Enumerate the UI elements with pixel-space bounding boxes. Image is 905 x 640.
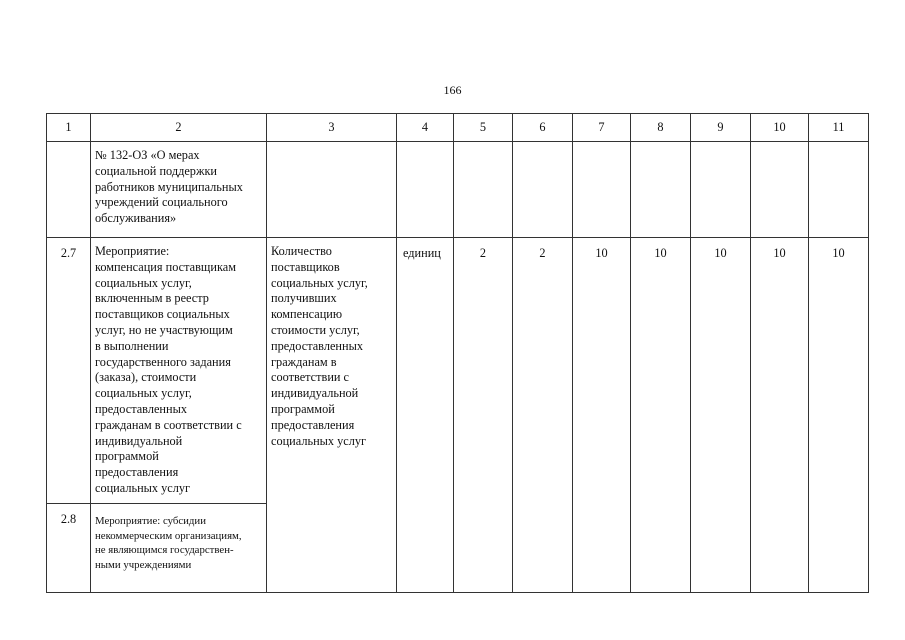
description-line: (заказа), стоимости bbox=[95, 370, 197, 385]
value-cell-7: 10 bbox=[573, 238, 631, 593]
continuation-description-line: учреждений социального bbox=[95, 195, 228, 210]
indicator-line: поставщиков bbox=[271, 259, 340, 274]
description-line: компенсация поставщикам bbox=[95, 259, 236, 274]
continuation-unit-cell bbox=[397, 142, 454, 238]
continuation-num-cell bbox=[47, 142, 91, 238]
column-header-2: 2 bbox=[91, 114, 267, 142]
description-line: программой bbox=[95, 449, 159, 464]
indicator-cell bbox=[267, 238, 397, 593]
description-line: Мероприятие: субсидии bbox=[95, 515, 206, 527]
indicator-line: компенсацию bbox=[271, 307, 343, 322]
description-line: индивидуальной bbox=[95, 433, 183, 448]
column-header-3: 3 bbox=[267, 114, 397, 142]
description-line: Мероприятие: bbox=[95, 244, 170, 258]
description-line: не являющимся государствен- bbox=[95, 544, 234, 556]
indicator-line: социальных услуг, bbox=[271, 275, 368, 290]
value-cell-11: 10 bbox=[809, 238, 869, 593]
description-line: услуг, но не участвующим bbox=[95, 322, 233, 337]
continuation-value-cell bbox=[751, 142, 809, 238]
description-line: социальных услуг, bbox=[95, 275, 192, 290]
continuation-value-cell bbox=[573, 142, 631, 238]
description-line: социальных услуг, bbox=[95, 386, 192, 401]
measure-description-cell bbox=[91, 238, 267, 504]
continuation-description-line: № 132-ОЗ «О мерах bbox=[95, 148, 200, 162]
column-header-9: 9 bbox=[691, 114, 751, 142]
unit-cell: единиц bbox=[397, 238, 454, 593]
description-line: государственного задания bbox=[95, 354, 231, 369]
continuation-description-line: социальной поддержки bbox=[95, 163, 218, 178]
continuation-description-line: обслуживания» bbox=[95, 211, 177, 226]
description-line: некоммерческим организациям, bbox=[95, 529, 242, 542]
continuation-description-cell bbox=[91, 142, 267, 238]
column-header-11: 11 bbox=[809, 114, 869, 142]
value-cell-10: 10 bbox=[751, 238, 809, 593]
row-number-cell: 2.8 bbox=[47, 504, 91, 593]
value-cell-5: 2 bbox=[454, 238, 513, 593]
description-line: включенным в реестр bbox=[95, 291, 209, 306]
indicator-line: стоимости услуг, bbox=[271, 322, 360, 337]
column-header-5: 5 bbox=[454, 114, 513, 142]
continuation-value-cell bbox=[454, 142, 513, 238]
indicator-line: получивших bbox=[271, 291, 337, 306]
measure-description-cell bbox=[91, 504, 267, 593]
indicator-line: индивидуальной bbox=[271, 386, 359, 401]
indicator-line: социальных услуг bbox=[271, 433, 367, 448]
column-header-1: 1 bbox=[47, 114, 91, 142]
description-line: ными учреждениями bbox=[95, 558, 192, 571]
continuation-value-cell bbox=[809, 142, 869, 238]
continuation-description-line: работников муниципальных bbox=[95, 179, 243, 194]
value-cell-8: 10 bbox=[631, 238, 691, 593]
indicator-line: программой bbox=[271, 401, 335, 416]
indicator-line: Количество bbox=[271, 244, 332, 258]
page-number: 166 bbox=[443, 83, 462, 97]
description-line: в выполнении bbox=[95, 338, 169, 353]
indicator-line: соответствии с bbox=[271, 370, 350, 385]
column-header-7: 7 bbox=[573, 114, 631, 142]
description-line: гражданам в соответствии с bbox=[95, 417, 242, 432]
value-cell-6: 2 bbox=[513, 238, 573, 593]
table-row-2-7 bbox=[47, 238, 869, 504]
row-number-cell: 2.7 bbox=[47, 238, 91, 504]
indicator-line: предоставления bbox=[271, 417, 355, 432]
description-line: социальных услуг bbox=[95, 480, 191, 495]
description-line: поставщиков социальных bbox=[95, 307, 230, 322]
continuation-value-cell bbox=[691, 142, 751, 238]
column-header-6: 6 bbox=[513, 114, 573, 142]
continuation-value-cell bbox=[513, 142, 573, 238]
data-table bbox=[46, 113, 869, 593]
header-row bbox=[47, 114, 869, 142]
description-line: предоставленных bbox=[95, 401, 187, 416]
continuation-indicator-cell bbox=[267, 142, 397, 238]
column-header-8: 8 bbox=[631, 114, 691, 142]
table-row-continuation bbox=[47, 142, 869, 238]
column-header-4: 4 bbox=[397, 114, 454, 142]
value-cell-9: 10 bbox=[691, 238, 751, 593]
indicator-line: гражданам в bbox=[271, 354, 337, 369]
indicator-line: предоставленных bbox=[271, 338, 363, 353]
column-header-10: 10 bbox=[751, 114, 809, 142]
description-line: предоставления bbox=[95, 465, 179, 480]
continuation-value-cell bbox=[631, 142, 691, 238]
